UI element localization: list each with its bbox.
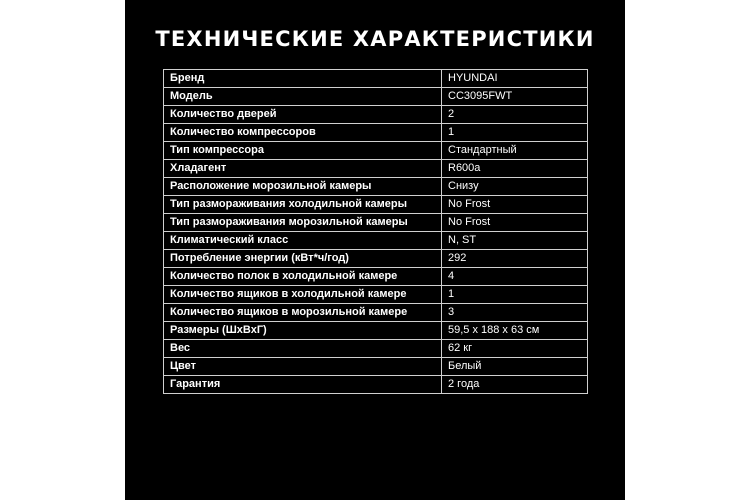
spec-value: Снизу — [442, 178, 588, 196]
spec-value: No Frost — [442, 196, 588, 214]
spec-label: Размеры (ШхВхГ) — [164, 322, 442, 340]
table-row — [164, 106, 588, 124]
table-row — [164, 322, 588, 340]
spec-value: Белый — [442, 358, 588, 376]
spec-value: HYUNDAI — [442, 70, 588, 88]
table-row — [164, 376, 588, 394]
spec-value: Стандартный — [442, 142, 588, 160]
spec-label: Цвет — [164, 358, 442, 376]
table-row — [164, 178, 588, 196]
spec-label: Хладагент — [164, 160, 442, 178]
spec-panel — [125, 0, 625, 500]
spec-value: 59,5 х 188 х 63 см — [442, 322, 588, 340]
spec-label: Количество компрессоров — [164, 124, 442, 142]
spec-label: Расположение морозильной камеры — [164, 178, 442, 196]
table-row — [164, 70, 588, 88]
spec-label: Гарантия — [164, 376, 442, 394]
spec-label: Вес — [164, 340, 442, 358]
spec-value: 1 — [442, 286, 588, 304]
page-title: ТЕХНИЧЕСКИЕ ХАРАКТЕРИСТИКИ — [155, 27, 595, 51]
spec-label: Количество ящиков в морозильной камере — [164, 304, 442, 322]
table-row — [164, 340, 588, 358]
table-row — [164, 196, 588, 214]
spec-value: 62 кг — [442, 340, 588, 358]
spec-label: Тип размораживания морозильной камеры — [164, 214, 442, 232]
spec-label: Климатический класс — [164, 232, 442, 250]
spec-value: 1 — [442, 124, 588, 142]
spec-label: Количество дверей — [164, 106, 442, 124]
table-row — [164, 250, 588, 268]
table-row — [164, 358, 588, 376]
spec-label: Тип компрессора — [164, 142, 442, 160]
spec-value: No Frost — [442, 214, 588, 232]
spec-value: CC3095FWT — [442, 88, 588, 106]
table-row — [164, 268, 588, 286]
spec-value: 3 — [442, 304, 588, 322]
spec-value: N, ST — [442, 232, 588, 250]
spec-value: 2 года — [442, 376, 588, 394]
table-row — [164, 124, 588, 142]
spec-table — [163, 69, 588, 394]
spec-value: 292 — [442, 250, 588, 268]
table-row — [164, 232, 588, 250]
table-row — [164, 214, 588, 232]
spec-value: 4 — [442, 268, 588, 286]
spec-label: Тип размораживания холодильной камеры — [164, 196, 442, 214]
spec-label: Бренд — [164, 70, 442, 88]
spec-value: 2 — [442, 106, 588, 124]
table-row — [164, 304, 588, 322]
table-row — [164, 286, 588, 304]
spec-value: R600a — [442, 160, 588, 178]
table-row — [164, 142, 588, 160]
spec-label: Модель — [164, 88, 442, 106]
spec-label: Количество полок в холодильной камере — [164, 268, 442, 286]
table-row — [164, 88, 588, 106]
spec-label: Количество ящиков в холодильной камере — [164, 286, 442, 304]
table-row — [164, 160, 588, 178]
spec-label: Потребление энергии (кВт*ч/год) — [164, 250, 442, 268]
